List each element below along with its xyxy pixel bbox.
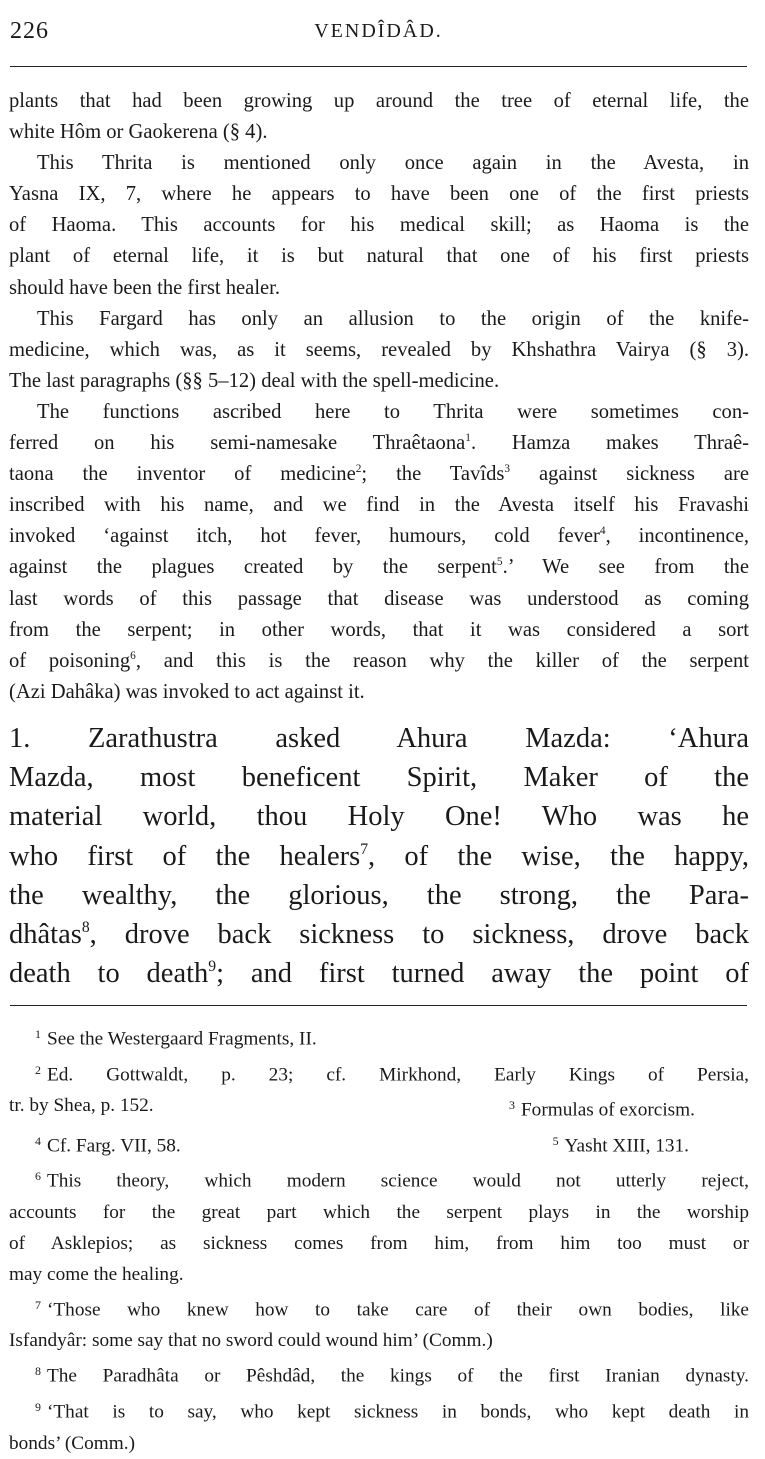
- footnote-4: $^4$ Cf. Farg. VII, 58.: [35, 1133, 181, 1157]
- intro-line: plants that had been growing up around the tree of eternal life, the: [9, 90, 749, 112]
- intro-line: from the serpent; in other words, that it was considered a sort: [9, 618, 749, 641]
- footnote-3: $^3$ Formulas of exorcism.: [508, 1098, 695, 1121]
- footnote-2-3-line: tr. by Shea, p. 152. $^3$ Formulas of exorcism.: [9, 1090, 749, 1126]
- footnote-ref: 3: [504, 463, 511, 476]
- footnote-5: $^5$ Yasht XIII, 131.: [552, 1133, 689, 1157]
- intro-line: The last paragraphs (§§ 5–12) deal with the spell-medicine.: [9, 369, 500, 392]
- intro-line: last words of this passage that disease was understood as coming: [9, 587, 749, 610]
- footnote-ref: 6: [130, 649, 136, 662]
- intro-line: against the plagues created by the serpent$^5$.’ We see from the: [9, 556, 749, 579]
- footnote-ref: 4: [599, 525, 606, 538]
- footnote-ref: 8: [81, 919, 90, 937]
- intro-line: taona the inventor of medicine$^2$; the Tavîds$^3$ against sickness are: [9, 463, 749, 486]
- intro-line: (Azi Dahâka) was invoked to act against it.: [9, 680, 365, 703]
- intro-line: of Haoma. This accounts for his medical skill; as Haoma is the: [9, 214, 749, 237]
- page-header: [10, 18, 747, 48]
- header-rule: [10, 66, 747, 67]
- footnote-line: accounts for the great part which the serpent plays in the worship: [9, 1201, 749, 1223]
- verse-line: dhâtas$^8$, drove back sickness to sickness, drove back: [9, 919, 749, 951]
- verse-line: Mazda, most beneficent Spirit, Maker of the: [9, 762, 749, 794]
- intro-line: ferred on his semi-namesake Thraêtaona$^1$. Hamza makes Thraê-: [9, 432, 749, 455]
- footnote-1: $^1$ See the Westergaard Fragments, II.: [35, 1027, 317, 1050]
- verse-line: the wealthy, the glorious, the strong, the Para-: [9, 879, 749, 911]
- intro-line: plant of eternal life, it is but natural that one of his first priests: [9, 245, 749, 268]
- verse-line: 1. Zarathustra asked Ahura Mazda: ‘Ahura: [9, 723, 749, 754]
- intro-line: should have been the first healer.: [9, 276, 281, 299]
- footnote-6: $^6$ This theory, which modern science would not utterly reject,: [35, 1169, 749, 1192]
- footnote-2: $^2$ Ed. Gottwaldt, p. 23; cf. Mirkhond, Early Kings of Persia,: [35, 1062, 749, 1086]
- footnote-rule: [10, 1005, 747, 1006]
- footnote-4-5-line: [9, 1126, 749, 1162]
- footnote-line: may come the healing.: [9, 1263, 184, 1285]
- intro-line: This Thrita is mentioned only once again in the Avesta, in: [37, 152, 749, 175]
- introduction-text: [9, 86, 749, 708]
- intro-line: white Hôm or Gaokerena (§ 4).: [9, 121, 268, 144]
- intro-line: Yasna IX, 7, where he appears to have been one of the first priests: [9, 183, 749, 206]
- footnote-ref: 9: [208, 958, 217, 976]
- intro-line: invoked ‘against itch, hot fever, humours, cold fever$^4$, incontinence,: [9, 525, 749, 548]
- footnote-line: Isfandyâr: some say that no sword could wound him’ (Comm.): [9, 1330, 493, 1352]
- footnote-ref: 7: [360, 840, 369, 858]
- footnote-ref: 2: [355, 463, 362, 476]
- running-title: VENDÎDÂD.: [314, 20, 443, 42]
- footnote-line: of Asklepios; as sickness comes from him, from him too must or: [9, 1232, 749, 1254]
- footnote-9: $^9$ ‘That is to say, who kept sickness in bonds, who kept death in: [35, 1400, 749, 1423]
- footnotes: [9, 1019, 749, 1459]
- verse-text: [9, 719, 749, 993]
- intro-line: The functions ascribed here to Thrita were sometimes con-: [37, 400, 749, 423]
- page-number: 226: [10, 18, 49, 44]
- intro-line: This Fargard has only an allusion to the origin of the knife-: [37, 307, 749, 330]
- footnote-8: $^8$ The Paradhâta or Pêshdâd, the kings of the first Iranian dynasty.: [35, 1364, 749, 1388]
- intro-line: medicine, which was, as it seems, revealed by Khshathra Vairya (§ 3).: [9, 338, 749, 361]
- intro-line: of poisoning$^6$, and this is the reason why the killer of the serpent: [9, 649, 750, 672]
- intro-line: inscribed with his name, and we find in the Avesta itself his Fravashi: [9, 494, 749, 517]
- footnote-line: bonds’ (Comm.): [9, 1432, 136, 1454]
- footnote-ref: 1: [465, 432, 471, 445]
- footnote-7: $^7$ ‘Those who knew how to take care of their own bodies, like: [35, 1297, 749, 1321]
- verse-line: death to death$^9$; and first turned away the point of: [9, 958, 750, 990]
- verse-line: who first of the healers$^7$, of the wise, the happy,: [9, 840, 750, 872]
- verse-line: material world, thou Holy One! Who was he: [9, 801, 749, 833]
- footnote-ref: 5: [496, 556, 503, 569]
